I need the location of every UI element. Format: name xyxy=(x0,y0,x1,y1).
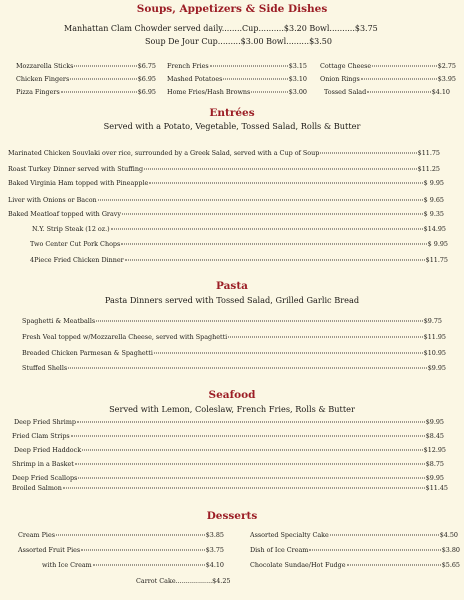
menu-item xyxy=(14,418,444,426)
menu-item xyxy=(320,75,456,83)
item-name: Breaded Chicken Parmesan & Spaghetti xyxy=(22,349,153,357)
item-name: Spaghetti & Meatballs xyxy=(22,317,96,325)
section-subtitle-pasta: Pasta Dinners served with Tossed Salad, Grilled Garlic Bread xyxy=(104,295,360,305)
leader-dots xyxy=(75,464,425,465)
item-name: Baked Meatloaf topped with Gravy xyxy=(8,210,122,218)
menu-item xyxy=(250,531,458,539)
item-price: $3.15 xyxy=(288,62,307,70)
menu-item xyxy=(22,333,446,341)
leader-dots xyxy=(144,169,417,170)
item-price: $9.75 xyxy=(423,317,442,325)
menu-item xyxy=(16,88,156,96)
item-name: Dish of Ice Cream xyxy=(250,546,309,554)
leader-dots xyxy=(347,565,441,566)
menu-item xyxy=(8,210,444,218)
item-price: $11.45 xyxy=(425,484,448,492)
leader-dots xyxy=(122,214,423,215)
item-name: Fresh Veal topped w/Mozzarella Cheese, served with Spaghetti xyxy=(22,333,228,341)
item-price: $ 9.35 xyxy=(423,210,444,218)
menu-item xyxy=(167,62,307,70)
menu-item xyxy=(32,225,446,233)
leader-dots xyxy=(149,183,422,184)
item-name: Chicken Fingers xyxy=(16,75,70,83)
leader-dots xyxy=(71,436,425,437)
soup-de-jour-line: Soup De Jour Cup.........$3.00 Bowl.........$3.50 xyxy=(145,37,332,46)
item-name: Deep Fried Scallops xyxy=(12,474,78,482)
item-price: $3.80 xyxy=(441,546,460,554)
item-price: $9.95 xyxy=(425,474,444,482)
menu-item xyxy=(18,531,224,539)
leader-dots xyxy=(63,488,425,489)
leader-dots xyxy=(121,244,426,245)
item-name: Home Fries/Hash Browns xyxy=(167,88,251,96)
menu-item xyxy=(8,196,444,204)
item-name: Mashed Potatoes xyxy=(167,75,223,83)
leader-dots xyxy=(98,200,423,201)
section-title-desserts: Desserts xyxy=(206,510,258,522)
leader-dots xyxy=(77,422,425,423)
leader-dots xyxy=(81,550,205,551)
menu-item xyxy=(12,460,444,468)
item-price: $4.50 xyxy=(439,531,458,539)
menu-item xyxy=(22,364,446,372)
item-name: Baked Virginia Ham topped with Pineapple xyxy=(8,179,149,187)
menu-item xyxy=(22,317,442,325)
menu-item xyxy=(250,546,460,554)
menu-item xyxy=(16,75,156,83)
menu-item xyxy=(167,88,307,96)
section-title-soups: Soups, Appetizers & Side Dishes xyxy=(136,3,328,15)
leader-dots xyxy=(309,550,440,551)
leader-dots xyxy=(361,79,437,80)
item-price: $ 9.95 xyxy=(427,240,448,248)
item-name: Roast Turkey Dinner served with Stuffing xyxy=(8,165,144,173)
menu-item xyxy=(12,474,444,482)
item-name: Deep Fried Shrimp xyxy=(14,418,76,426)
item-price: $3.85 xyxy=(205,531,224,539)
item-name: 4Piece Fried Chicken Dinner xyxy=(30,256,124,264)
item-price: $11.75 xyxy=(425,256,448,264)
item-name: with Ice Cream xyxy=(42,561,92,569)
menu-item xyxy=(320,62,456,70)
leader-dots xyxy=(228,337,422,338)
leader-dots xyxy=(61,92,137,93)
menu-item xyxy=(30,240,448,248)
item-price: $3.95 xyxy=(437,75,456,83)
menu-item xyxy=(8,179,444,187)
section-subtitle-entrees: Served with a Potato, Vegetable, Tossed Salad, Rolls & Butter xyxy=(103,121,361,131)
item-price: $6.75 xyxy=(137,62,156,70)
section-subtitle-seafood: Served with Lemon, Coleslaw, French Fries, Rolls & Butter xyxy=(109,404,355,414)
item-name: N.Y. Strip Steak (12 oz.) xyxy=(32,225,110,233)
item-name: Broiled Salmon xyxy=(12,484,62,492)
section-title-seafood: Seafood xyxy=(208,389,256,401)
menu-item xyxy=(30,256,448,264)
leader-dots xyxy=(111,229,423,230)
item-name: Onion Rings xyxy=(320,75,360,83)
item-name: Fried Clam Strips xyxy=(12,432,70,440)
item-name: Mozzarella Sticks xyxy=(16,62,74,70)
item-price: $14.95 xyxy=(423,225,446,233)
item-name: Pizza Fingers xyxy=(16,88,60,96)
leader-dots xyxy=(93,565,205,566)
menu-item xyxy=(324,88,450,96)
menu-item xyxy=(18,546,224,554)
item-name: Two Center Cut Pork Chops xyxy=(30,240,121,248)
leader-dots xyxy=(210,66,288,67)
menu-item xyxy=(16,62,156,70)
item-name: French Fries xyxy=(167,62,209,70)
item-name: Assorted Specialty Cake xyxy=(250,531,329,539)
leader-dots xyxy=(251,92,287,93)
menu-item xyxy=(42,561,224,569)
item-name: Shrimp in a Basket xyxy=(12,460,74,468)
menu-item xyxy=(14,446,446,454)
item-price: $2.75 xyxy=(437,62,456,70)
item-price: $ 9.95 xyxy=(423,179,444,187)
item-name: Liver with Onions or Bacon xyxy=(8,196,97,204)
leader-dots xyxy=(96,321,423,322)
item-price: $12.95 xyxy=(423,446,446,454)
leader-dots xyxy=(367,92,430,93)
item-price: $3.10 xyxy=(288,75,307,83)
menu-item xyxy=(12,432,444,440)
item-price: $4.10 xyxy=(431,88,450,96)
leader-dots xyxy=(125,260,425,261)
item-name: Chocolate Sundae/Hot Fudge xyxy=(250,561,346,569)
item-name: Cream Pies xyxy=(18,531,56,539)
item-price: $3.75 xyxy=(205,546,224,554)
item-price: $6.95 xyxy=(137,75,156,83)
menu-item xyxy=(250,561,460,569)
item-price: $8.45 xyxy=(425,432,444,440)
item-price: $3.00 xyxy=(288,88,307,96)
item-price: $11.75 xyxy=(417,149,440,157)
menu-item xyxy=(8,149,440,157)
item-price: $6.95 xyxy=(137,88,156,96)
item-name: Assorted Fruit Pies xyxy=(18,546,81,554)
carrot-cake-line: Carrot Cake..................$4.25 xyxy=(136,577,231,585)
item-name: Cottage Cheese xyxy=(320,62,372,70)
item-name: Marinated Chicken Souvlaki over rice, surrounded by a Greek Salad, served with a Cup of Soup xyxy=(8,149,320,157)
menu-item xyxy=(12,484,448,492)
item-price: $4.10 xyxy=(205,561,224,569)
item-price: $5.65 xyxy=(441,561,460,569)
leader-dots xyxy=(70,79,136,80)
leader-dots xyxy=(223,79,287,80)
leader-dots xyxy=(154,353,423,354)
item-name: Deep Fried Haddock xyxy=(14,446,82,454)
section-title-pasta: Pasta xyxy=(216,280,248,292)
item-price: $9.95 xyxy=(425,418,444,426)
menu-item xyxy=(167,75,307,83)
section-title-entrees: Entrées xyxy=(209,107,255,119)
item-price: $ 9.65 xyxy=(423,196,444,204)
item-name: Tossed Salad xyxy=(324,88,367,96)
leader-dots xyxy=(82,450,423,451)
item-price: $11.95 xyxy=(423,333,446,341)
leader-dots xyxy=(320,153,416,154)
menu-item xyxy=(8,165,440,173)
leader-dots xyxy=(56,535,205,536)
leader-dots xyxy=(372,66,436,67)
menu-item xyxy=(22,349,446,357)
leader-dots xyxy=(68,368,427,369)
leader-dots xyxy=(330,535,439,536)
chowder-line: Manhattan Clam Chowder served daily........Cup..........$3.20 Bowl..........$3.75 xyxy=(64,24,378,33)
item-price: $9.95 xyxy=(427,364,446,372)
leader-dots xyxy=(78,478,424,479)
item-price: $10.95 xyxy=(423,349,446,357)
item-price: $8.75 xyxy=(425,460,444,468)
leader-dots xyxy=(74,66,136,67)
item-price: $11.25 xyxy=(417,165,440,173)
item-name: Stuffed Shells xyxy=(22,364,68,372)
